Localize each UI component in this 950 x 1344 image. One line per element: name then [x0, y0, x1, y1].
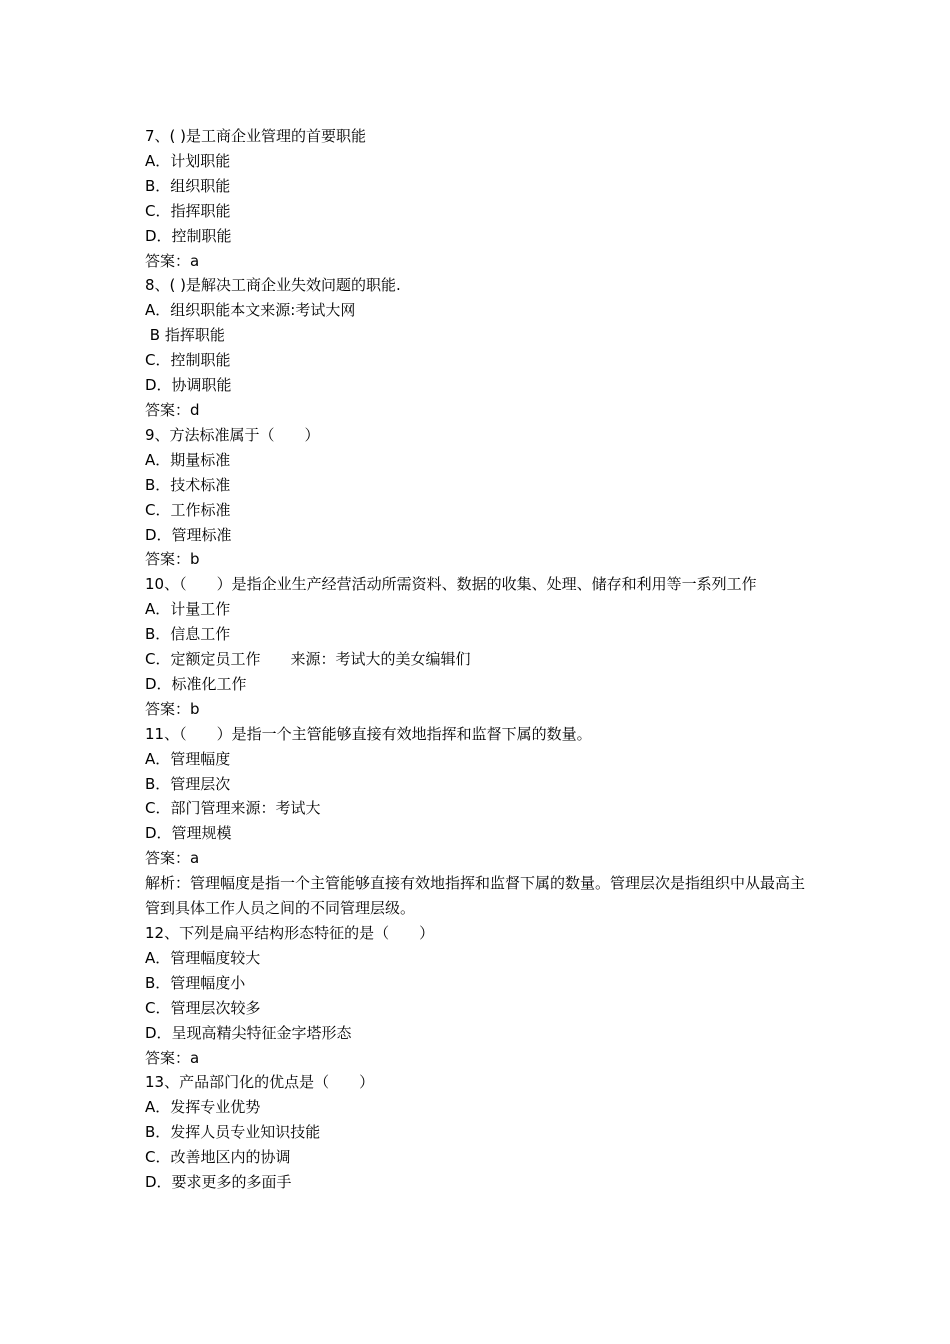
answer-line: 答案：a: [145, 849, 200, 868]
option-line: B．管理层次: [145, 774, 231, 793]
option-line: D．要求更多的多面手: [145, 1173, 292, 1192]
option-line: D．呈现高精尖特征金字塔形态: [145, 1023, 352, 1042]
option-line: C．定额定员工作 来源：考试大的美女编辑们: [145, 650, 471, 669]
option-line: A．发挥专业优势: [145, 1098, 261, 1117]
option-line: B．信息工作: [145, 625, 231, 644]
answer-line: 答案：a: [145, 1048, 200, 1067]
answer-line: 答案：b: [145, 699, 200, 718]
option-line: C．指挥职能: [145, 201, 231, 220]
option-line: C．工作标准: [145, 500, 231, 519]
answer-line: 答案：a: [145, 251, 200, 270]
answer-line: 答案：b: [145, 550, 200, 569]
question-12: 12、下列是扁平结构形态特征的是（ ）: [145, 924, 435, 942]
question-10: 10、（ ）是指企业生产经营活动所需资料、数据的收集、处理、储存和利用等一系列工作: [145, 575, 757, 594]
question-13: 13、产品部门化的优点是（ ）: [145, 1073, 375, 1092]
explanation-11: 解析：管理幅度是指一个主管能够直接有效地指挥和监督下属的数量。管理层次是指组织中从最高主管到具体工作人员之间的不同管理层级。: [145, 874, 806, 918]
option-line: D．协调职能: [145, 376, 232, 395]
option-line: B．管理幅度小: [145, 973, 246, 992]
option-line: A．期量标准: [145, 450, 231, 469]
option-line: C．部门管理来源：考试大: [145, 799, 321, 818]
option-line: A．组织职能本文来源:考试大网: [145, 301, 356, 320]
option-line: D．控制职能: [145, 226, 232, 245]
option-line: B 指挥职能: [145, 326, 225, 345]
option-line: C．改善地区内的协调: [145, 1148, 291, 1167]
answer-line: 答案：d: [145, 400, 200, 419]
option-line: B．发挥人员专业知识技能: [145, 1123, 321, 1142]
option-line: A．计量工作: [145, 600, 231, 619]
option-line: C．管理层次较多: [145, 998, 261, 1017]
option-line: D．标准化工作: [145, 674, 247, 693]
option-line: A．计划职能: [145, 151, 231, 170]
question-8: 8、( )是解决工商企业失效问题的职能.: [145, 276, 401, 295]
option-line: D．管理标准: [145, 525, 232, 544]
option-line: C．控制职能: [145, 351, 231, 370]
option-line: A．管理幅度较大: [145, 948, 261, 967]
question-11: 11、（ ）是指一个主管能够直接有效地指挥和监督下属的数量。: [145, 724, 592, 743]
option-line: A．管理幅度: [145, 749, 231, 768]
document-body: [145, 124, 815, 1195]
option-line: B．技术标准: [145, 475, 231, 494]
question-7: 7、( )是工商企业管理的首要职能: [145, 127, 367, 145]
question-9: 9、方法标准属于（ ）: [145, 425, 320, 444]
option-line: D．管理规模: [145, 824, 232, 843]
option-line: B．组织职能: [145, 176, 231, 195]
